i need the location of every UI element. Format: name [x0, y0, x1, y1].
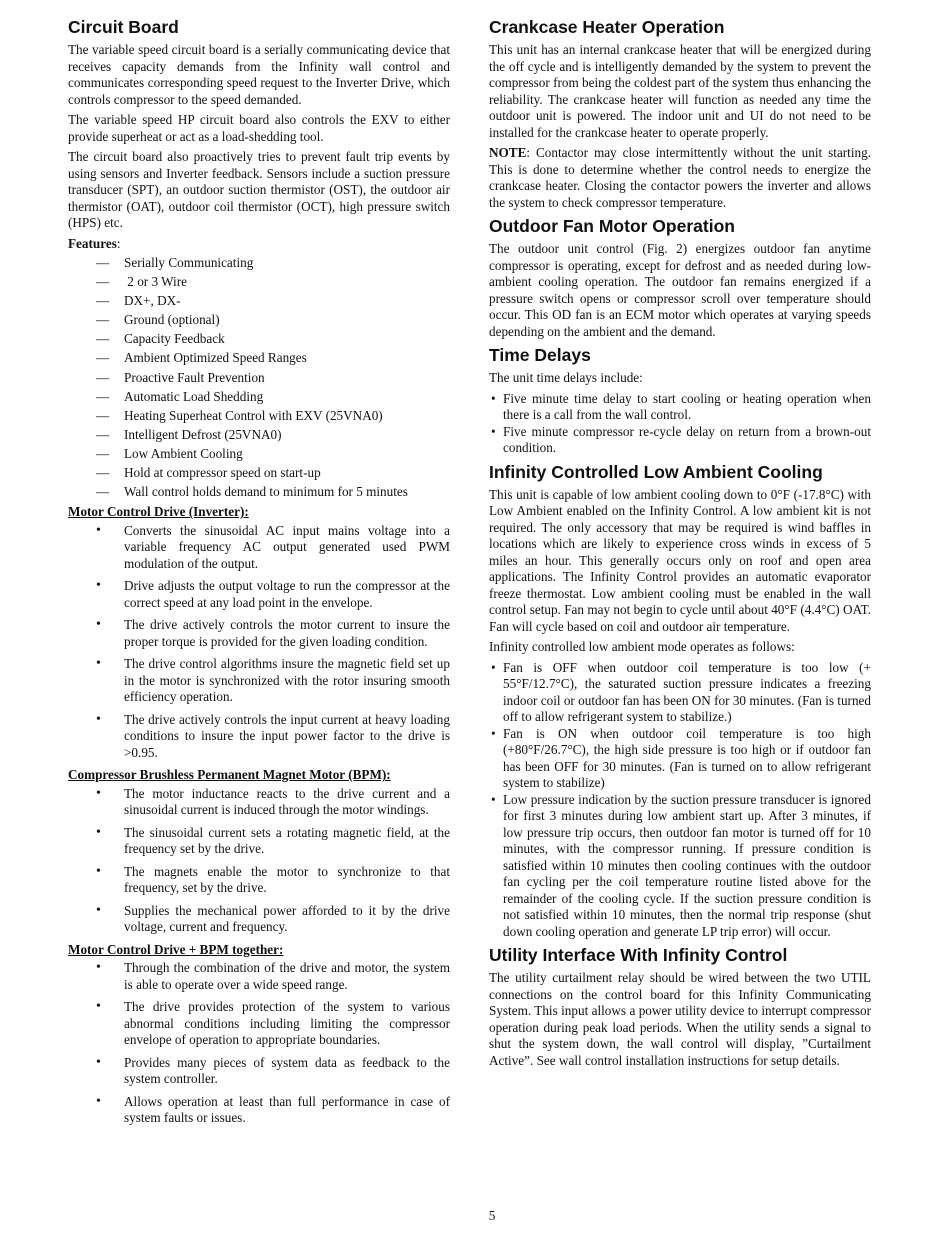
list-item: — Ground (optional) [68, 310, 450, 329]
heading-time-delays: Time Delays [489, 345, 591, 365]
bullet-marker: • [96, 824, 101, 840]
subheading-motor-control-drive: Motor Control Drive (Inverter): [68, 504, 249, 520]
list-item: • Low pressure indication by the suction pressure transducer is ignored for first 3 minutes during low ambient start up. After 3 minutes, if low pressure trip occurs, then outdoor fan motor is turned off for 10 minutes, with the compressor running. If pressure condition is satisfied within 10 minutes then cooling continues with the outdoor fan cycling per the coil temperature routine listed above for the remainder of the cooling cycle. If the suction pressure condition is not satisfied within 10 minutes, then the normal trip response (shut down cooling operation and generate LP trip error) will occur. [491, 791, 871, 939]
dash-marker: — [96, 407, 110, 423]
bullet-marker: • [96, 1054, 101, 1070]
dash-marker: — [96, 484, 110, 500]
bullet-marker: • [491, 390, 496, 406]
dash-marker: — [96, 255, 110, 270]
list-item: — Capacity Feedback [68, 329, 450, 348]
list-item: • Drive adjusts the output voltage to run the compressor at the correct speed at any load point in the envelope. [96, 578, 450, 610]
features-label [68, 236, 450, 253]
list-item: — Automatic Load Shedding [68, 387, 450, 406]
bullet-marker: • [96, 785, 101, 801]
paragraph: The variable speed HP circuit board also controls the EXV to either provide superheat or act as a load-shedding tool. [68, 112, 450, 144]
bullet-marker: • [96, 656, 101, 672]
list-item: — Serially Communicating [68, 253, 450, 272]
list-item: • Fan is OFF when outdoor coil temperature is too low (+ 55°F/12.7°C), the saturated suction pressure indicates a freezing indoor coil or outdoor fan has been ON for 30 minutes. (Fan is turned off to allow refrigerant system to stabilize.) [491, 659, 871, 724]
together-list [68, 960, 450, 1127]
list-item: • The drive control algorithms insure the magnetic field set up in the motor is synchronized with the rotor insuring smooth efficiency operation. [96, 656, 450, 705]
list-item: • The magnets enable the motor to synchronize to that frequency, set by the drive. [96, 863, 450, 896]
dash-marker: — [96, 369, 110, 385]
list-item: • The drive actively controls the motor current to insure the proper torque is provided for the given loading condition. [96, 617, 450, 649]
page-number: 5 [488, 1208, 496, 1223]
bullet-marker: • [96, 617, 101, 633]
subheading-bpm-motor: Compressor Brushless Permanent Magnet Motor (BPM): [68, 767, 391, 783]
bullet-marker: • [96, 1093, 101, 1109]
paragraph: This unit is capable of low ambient cooling down to 0°F (-17.8°C) with Low Ambient enabled on the Infinity Control. A low ambient kit is not required. The only accessory that may be required is wind baffles in locations which are likely to experience cross winds in excess of 5 miles an hour. This generally occurs only on roof and open area applications. The Infinity Control provides an automatic evaporator freeze thermostat. Low ambient cooling must be enabled in the wall control setup. Fan may not begin to cycle until about 40°F (4.4°C) OAT. Fan will cycle based on coil and outdoor air temperature. [489, 486, 871, 634]
time-delays-list [489, 391, 871, 457]
list-item: • The drive actively controls the input current at heavy loading conditions to insure the input power factor to the drive is >0.95. [96, 711, 450, 760]
paragraph: The circuit board also proactively tries to prevent fault trip events by using sensors and Inverter feedback. Sensors include a suction pressure transducer (SPT), an outdoor suction thermistor (OST), the outdoor air thermistor (OAT), outdoor coil thermistor (OCT), high pressure switch (HPS) etc. [68, 149, 450, 230]
bullet-marker: • [491, 725, 496, 741]
bullet-marker: • [96, 863, 101, 879]
bullet-marker: • [491, 791, 496, 807]
list-item: • Through the combination of the drive and motor, the system is able to operate over a wide speed range. [96, 960, 450, 992]
dash-marker: — [96, 312, 110, 328]
bullet-marker: • [96, 902, 101, 918]
list-item: • Fan is ON when outdoor coil temperature is too high (+80°F/26.7°C), the high side pressure is too high or if outdoor fan has been OFF for 30 minutes. (Fan is turned on to allow refrigerant system to stabilize) [491, 725, 871, 790]
heading-low-ambient-cooling: Infinity Controlled Low Ambient Cooling [489, 461, 823, 482]
list-item: • The drive provides protection of the system to various abnormal conditions including limiting the compressor envelope of operation to appropriate boundaries. [96, 999, 450, 1048]
features-colon: : [116, 235, 121, 251]
list-item: — DX+, DX- [68, 291, 450, 310]
paragraph: The unit time delays include: [489, 370, 643, 385]
paragraph: The outdoor unit control (Fig. 2) energizes outdoor fan anytime compressor is operating, except for defrost and as needed during low-ambient cooling operation. The outdoor fan remains energized if a pressure switch opens or compressor scroll over temperature should occur. This OD fan is an ECM motor which operates at varying speeds depending on the ambient and the demand. [489, 241, 871, 339]
features-label-text: Features [68, 235, 117, 251]
list-item: — Heating Superheat Control with EXV (25VNA0) [68, 406, 450, 425]
dash-marker: — [96, 465, 110, 481]
bullet-marker: • [96, 999, 101, 1015]
list-item: — Wall control holds demand to minimum for 5 minutes [68, 482, 450, 501]
list-item: • Converts the sinusoidal AC input mains voltage into a variable frequency AC output generated used PWM modulation of the output. [96, 522, 450, 571]
list-item: — Intelligent Defrost (25VNA0) [68, 425, 450, 444]
motor-control-list [68, 523, 450, 762]
list-item: — Hold at compressor speed on start-up [68, 463, 450, 482]
list-item: — Ambient Optimized Speed Ranges [68, 348, 450, 367]
bullet-marker: • [491, 423, 496, 439]
dash-marker: — [96, 350, 110, 366]
list-item: • The motor inductance reacts to the drive current and a sinusoidal current is induced through the motor windings. [96, 785, 450, 818]
list-item: • The sinusoidal current sets a rotating magnetic field, at the frequency set by the drive. [96, 824, 450, 857]
heading-crankcase-heater: Crankcase Heater Operation [489, 17, 725, 37]
left-column [68, 16, 450, 1133]
paragraph: The utility curtailment relay should be wired between the two UTIL connections on the control board for this Infinity Communicating System. This input allows a power utility device to interrupt compressor operation during peak load periods. When the utility sends a signal to shut the system down, the wall control will display, ”Curtailment Active”. See wall control installation instructions for setup details. [489, 970, 871, 1068]
list-item: — Low Ambient Cooling [68, 444, 450, 463]
bullet-marker: • [96, 960, 101, 976]
dash-marker: — [96, 426, 110, 442]
list-item: — 2 or 3 Wire [68, 272, 450, 291]
heading-utility-interface: Utility Interface With Infinity Control [489, 945, 788, 965]
list-item: • Five minute time delay to start cooling or heating operation when there is a call from the wall control. [491, 390, 871, 422]
low-ambient-list [489, 660, 871, 941]
list-item: • Five minute compressor re-cycle delay on return from a brown-out condition. [491, 423, 871, 455]
note-paragraph: NOTE: Contactor may close intermittently without the unit starting. This is done to determine whether the control needs to energize the crankcase heater. Closing the contactor powers the inverter and allows the system to check compressor temperature. [489, 145, 871, 210]
dash-marker: — [96, 274, 110, 290]
dash-marker: — [96, 293, 110, 309]
list-item: — Proactive Fault Prevention [68, 368, 450, 387]
features-list [68, 253, 450, 501]
heading-circuit-board: Circuit Board [68, 17, 179, 37]
list-item: • Supplies the mechanical power afforded to it by the drive voltage, current and frequency. [96, 902, 450, 935]
dash-marker: — [96, 445, 110, 461]
list-item: • Provides many pieces of system data as feedback to the system controller. [96, 1054, 450, 1087]
right-column [489, 16, 871, 1073]
bullet-marker: • [96, 522, 101, 538]
bullet-marker: • [491, 659, 496, 675]
paragraph: The variable speed circuit board is a serially communicating device that receives capacity demands from the Infinity wall control and communicates corresponding speed request to the Inverter Drive, which controls compressor to the speed demanded. [68, 42, 450, 107]
dash-marker: — [96, 388, 110, 404]
heading-outdoor-fan: Outdoor Fan Motor Operation [489, 216, 735, 236]
paragraph: This unit has an internal crankcase heater that will be energized during the off cycle and is intelligently demanded by the system to prevent the compressor from being the coldest part of the system thus enhancing the reliability. The crankcase heater will function as needed any time the outdoor unit is powered. The indoor unit and UI do not need to be installed for the crankcase heater to operate properly. [489, 42, 871, 140]
bullet-marker: • [96, 711, 101, 727]
subheading-drive-bpm-together: Motor Control Drive + BPM together: [68, 941, 284, 957]
bpm-list [68, 786, 450, 936]
paragraph: Infinity controlled low ambient mode operates as follows: [489, 639, 795, 654]
list-item: • Allows operation at least than full performance in case of system faults or issues. [96, 1093, 450, 1126]
note-label: NOTE [489, 145, 527, 160]
bullet-marker: • [96, 578, 101, 594]
dash-marker: — [96, 331, 110, 347]
